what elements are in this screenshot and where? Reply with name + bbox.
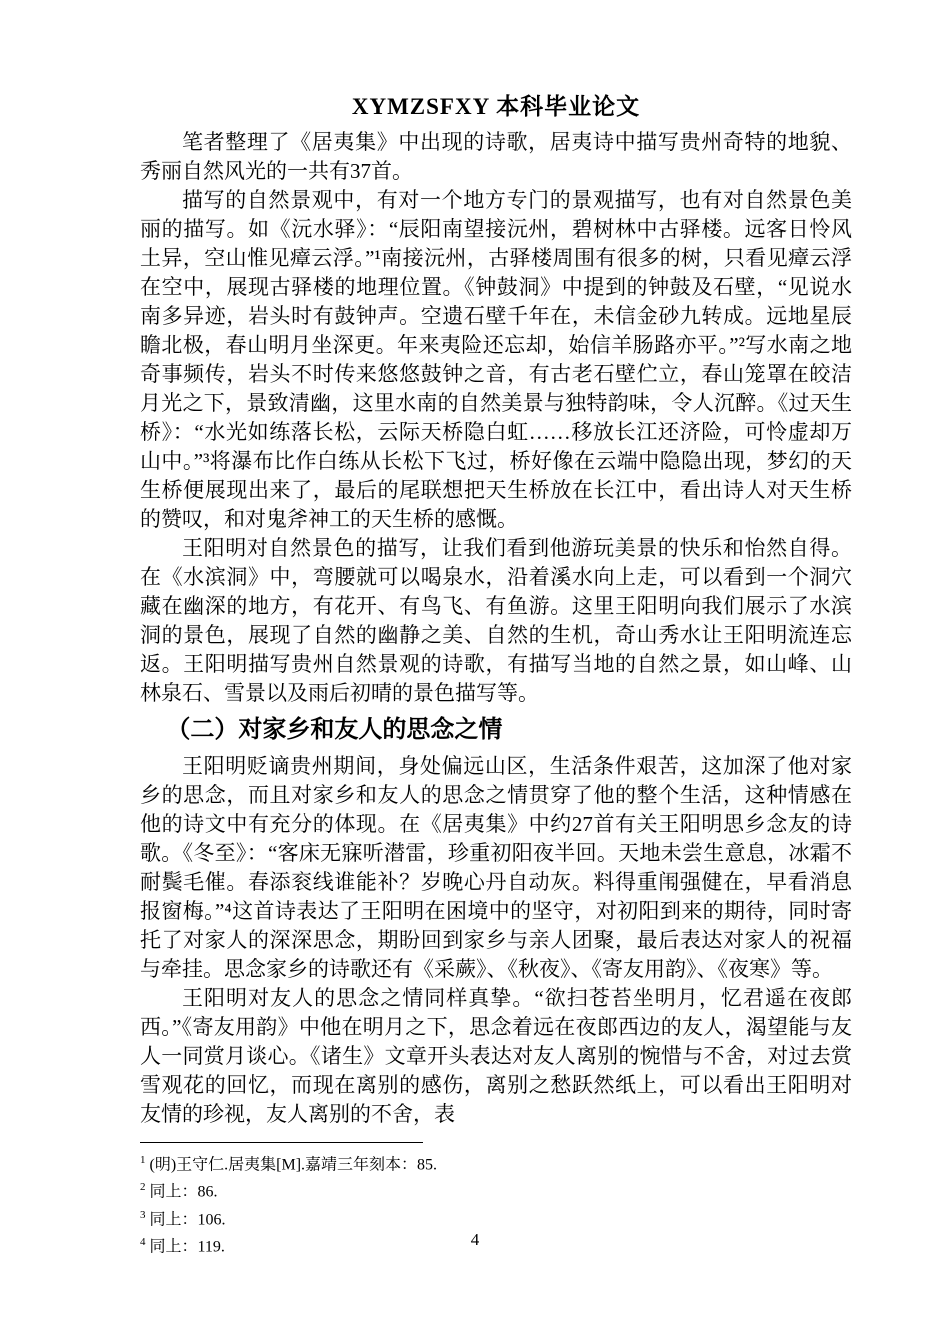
footnote-marker: 4 [140, 1235, 146, 1248]
footnote-marker: 1 [140, 1154, 146, 1166]
page-number: 4 [470, 1230, 480, 1249]
footnote-item [140, 1176, 852, 1203]
footnote-item [140, 1204, 852, 1231]
footnote-text: 同上：119. [149, 1238, 225, 1256]
page-header [140, 92, 852, 122]
header-title: XYMZSFXY 本科毕业论文 [351, 94, 641, 119]
footnote-separator [140, 1142, 423, 1143]
footnote-marker: 2 [140, 1181, 146, 1194]
paragraph-5: 王阳明对友人的思念之情同样真挚。“欲扫苍苔坐明月，忆君遥在夜郎西。”《寄友用韵》中他在明月之下，思念着远在夜郎西边的友人，渴望能与友人一同赏月谈心。《诸生》文章开头表达对友人离别的惋惜与不舍，对过去赏雪观花的回忆，而现在离别的感伤，离别之愁跃然纸上，可以看出王阳明对友情的珍视，友人离别的不舍，表 [140, 986, 852, 1126]
section-heading: （二）对家乡和友人的思念之情 [166, 717, 503, 743]
footnote-text: 同上：106. [149, 1210, 226, 1228]
footnote-text: (明)王守仁.居夷集[M].嘉靖三年刻本：85. [149, 1156, 438, 1174]
document-content [140, 92, 852, 1129]
footnote-item [140, 1149, 852, 1176]
paragraph-2: 描写的自然景观中，有对一个地方专门的景观描写，也有对自然景色美丽的描写。如《沅水驿》：“辰阳南望接沅州，碧树林中古驿楼。远客日怜风土异，空山惟见瘴云浮。”¹南接沅州，古驿楼周围有很多的树，只看见瘴云浮在空中，展现古驿楼的地理位置。《钟鼓洞》中提到的钟鼓及石壁，“见说水南多异迹，岩头时有鼓钟声。空遗石壁千年在，未信金砂九转成。远地星辰瞻北极，春山明月坐深更。年来夷险还忘却，始信羊肠路亦平。”²写水南之地奇事频传，岩头不时传来悠悠鼓钟之音，有古老石壁伫立，春山笼罩在皎洁月光之下，景致清幽，这里水南的自然美景与独特韵味，令人沉醉。《过天生桥》：“水光如练落长松，云际天桥隐白虹……移放长江还济险，可怜虚却万山中。”³将瀑布比作白练从长松下飞过，桥好像在云端中隐隐出现，梦幻的天生桥便展现出来了，最后的尾联想把天生桥放在长江中，看出诗人对天生桥的赞叹，和对鬼斧神工的天生桥的感慨。 [140, 188, 852, 531]
paragraph-4: 王阳明贬谪贵州期间，身处偏远山区，生活条件艰苦，这加深了他对家乡的思念，而且对家乡和友人的思念之情贯穿了他的整个生活，这种情感在他的诗文中有充分的体现。在《居夷集》中约27首有关王阳明思乡念友的诗歌。《冬至》：“客床无寐听潜雷，珍重初阳夜半回。天地未尝生意息，冰霜不耐鬓毛催。春添衮线谁能补？岁晚心丹自动灰。料得重闱强健在，早看消息报窗梅。”⁴这首诗表达了王阳明在困境中的坚守，对初阳到来的期待，同时寄托了对家人的深深思念，期盼回到家乡与亲人团聚，最后表达对家人的祝福与牵挂。思念家乡的诗歌还有《采蕨》、《秋夜》、《寄友用韵》、《夜寒》等。 [140, 754, 852, 981]
paragraph-1: 笔者整理了《居夷集》中出现的诗歌，居夷诗中描写贵州奇特的地貌、秀丽自然风光的一共有37首。 [140, 130, 852, 183]
paragraph-3: 王阳明对自然景色的描写，让我们看到他游玩美景的快乐和怡然自得。在《水滨洞》中，弯腰就可以喝泉水，沿着溪水向上走，可以看到一个洞穴藏在幽深的地方，有花开、有鸟飞、有鱼游。这里王阳明向我们展示了水滨洞的景色，展现了自然的幽静之美、自然的生机，奇山秀水让王阳明流连忘返。王阳明描写贵州自然景观的诗歌，有描写当地的自然之景，如山峰、山林泉石、雪景以及雨后初晴的景色描写等。 [140, 536, 852, 705]
footnote-marker: 3 [140, 1208, 146, 1221]
footnote-text: 同上：86. [149, 1183, 218, 1201]
